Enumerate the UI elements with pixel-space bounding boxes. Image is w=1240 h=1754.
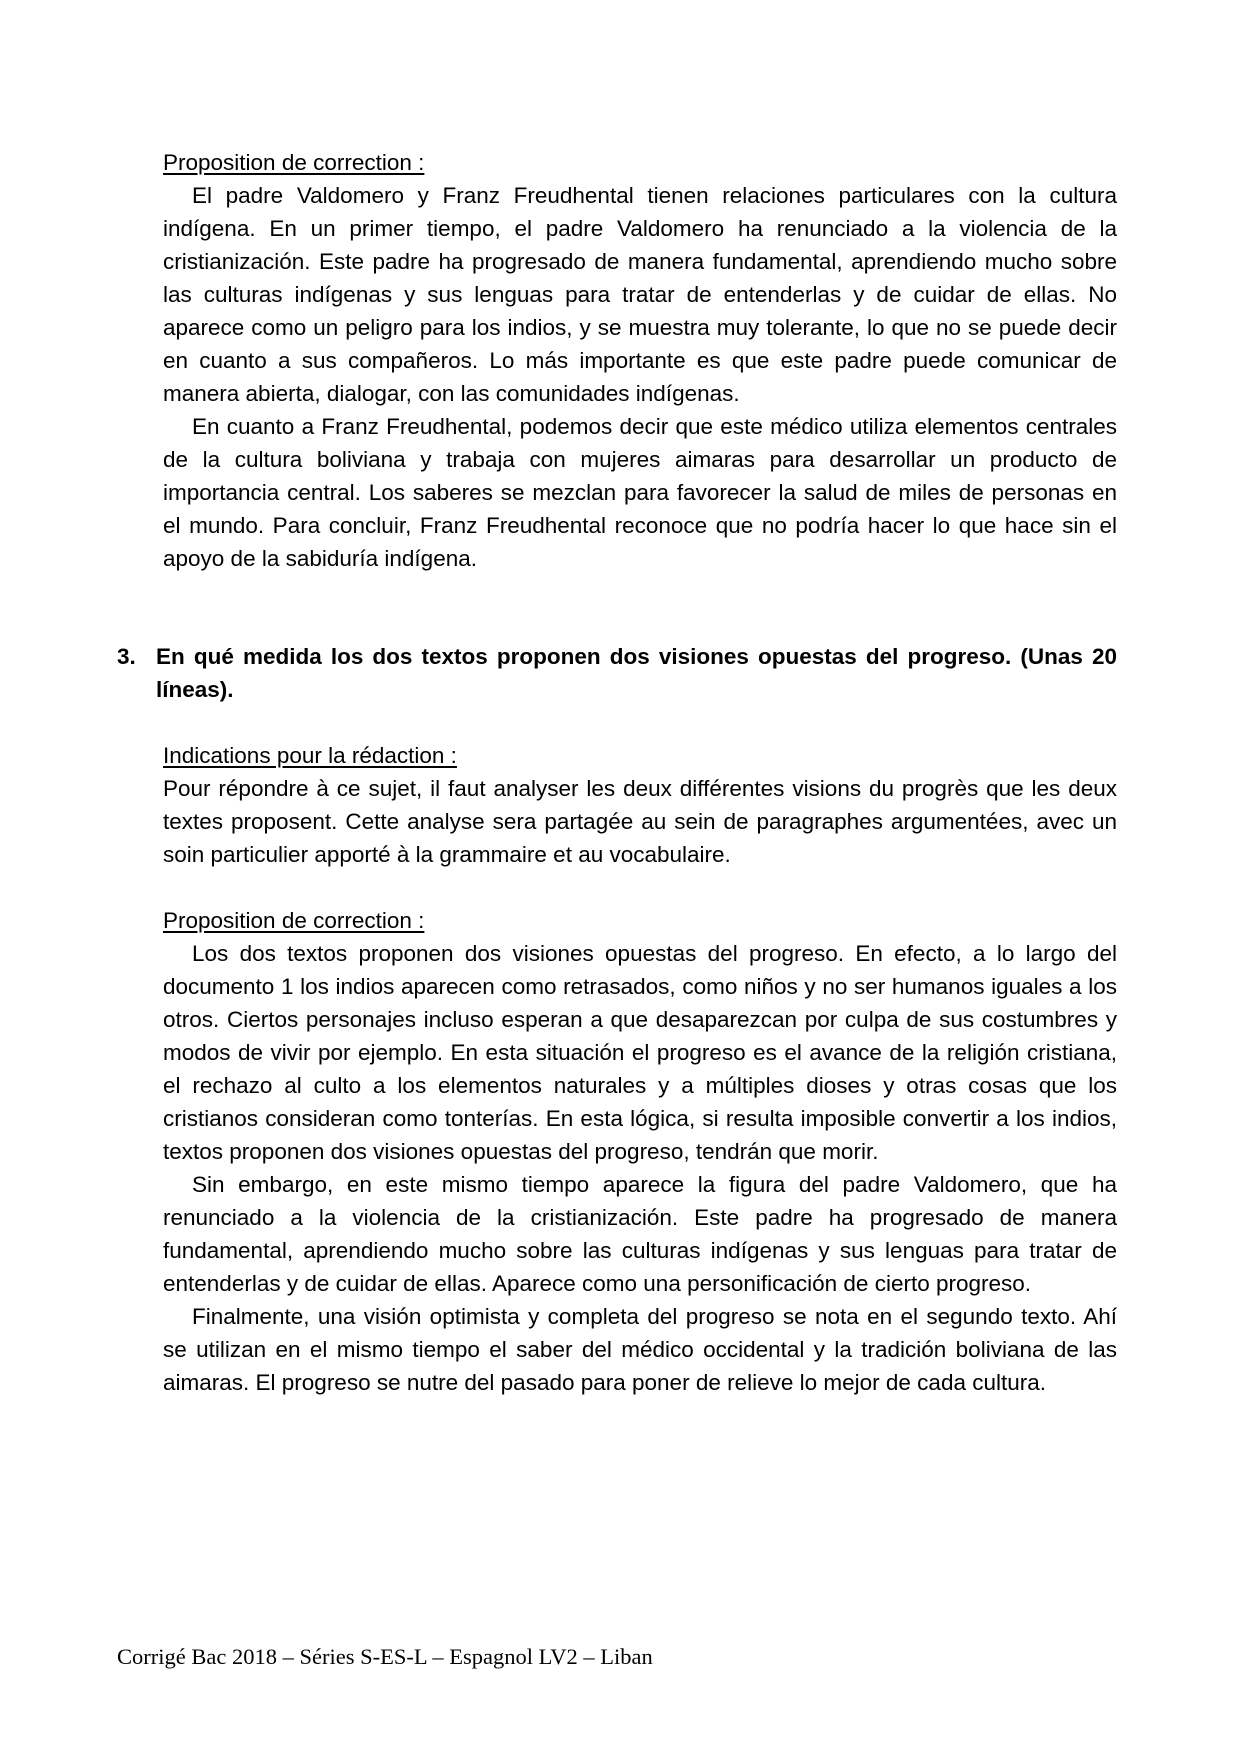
correction-2-paragraph-3: Finalmente, una visión optimista y completa del progreso se nota en el segundo texto. Ahí se utilizan en el mismo tiempo el saber del médico occidental y la tradición boliviana de las aimaras. El progreso se nutre del pasado para poner de relieve lo mejor de cada cultura. — [163, 1304, 1117, 1395]
question-3 — [117, 640, 1117, 706]
indications-text: Pour répondre à ce sujet, il faut analyser les deux différentes visions du progrès que les deux textes proposent. Cette analyse sera partagée au sein de paragraphes argumentées, avec un soin particulier apporté à la grammaire et au vocabulaire. — [163, 776, 1117, 867]
question-text: En qué medida los dos textos proponen dos visiones opuestas del progreso. (Unas 20 líneas). — [156, 644, 1117, 702]
correction-heading-1: Proposition de correction : — [163, 150, 425, 175]
correction-section-2 — [163, 904, 1117, 1399]
correction-2-paragraph-1: Los dos textos proponen dos visiones opuestas del progreso. En efecto, a lo largo del documento 1 los indios aparecen como retrasados, como niños y no ser humanos iguales a los otros. Ciertos personajes incluso esperan a que desaparezcan por culpa de sus costumbres y modos de vivir por ejemplo. En esta situación el progreso es el avance de la religión cristiana, el rechazo al culto a los elementos naturales y a múltiples dioses y otras cosas que los cristianos consideran como tonterías. En esta lógica, si resulta imposible convertir a los indios, textos proponen dos visiones opuestas del progreso, tendrán que morir. — [163, 941, 1117, 1164]
correction-section-1 — [163, 146, 1117, 575]
indications-section — [163, 739, 1117, 871]
question-number: 3. — [117, 644, 136, 669]
indications-heading: Indications pour la rédaction : — [163, 743, 457, 768]
page-footer: Corrigé Bac 2018 – Séries S-ES-L – Espagnol LV2 – Liban — [117, 1644, 653, 1669]
correction-2-paragraph-2: Sin embargo, en este mismo tiempo aparece la figura del padre Valdomero, que ha renunciado a la violencia de la cristianización. Este padre ha progresado de manera fundamental, aprendiendo mucho sobre las culturas indígenas y sus lenguas para tratar de entenderlas y de cuidar de ellas. Aparece como una personificación de cierto progreso. — [163, 1172, 1117, 1296]
correction-1-paragraph-2: En cuanto a Franz Freudhental, podemos decir que este médico utiliza elementos centrales de la cultura boliviana y trabaja con mujeres aimaras para desarrollar un producto de importancia central. Los saberes se mezclan para favorecer la salud de miles de personas en el mundo. Para concluir, Franz Freudhental reconoce que no podría hacer lo que hace sin el apoyo de la sabiduría indígena. — [163, 414, 1117, 571]
correction-1-paragraph-1: El padre Valdomero y Franz Freudhental tienen relaciones particulares con la cultura indígena. En un primer tiempo, el padre Valdomero ha renunciado a la violencia de la cristianización. Este padre ha progresado de manera fundamental, aprendiendo mucho sobre las culturas indígenas y sus lenguas para tratar de entenderlas y de cuidar de ellas. No aparece como un peligro para los indios, y se muestra muy tolerante, lo que no se puede decir en cuanto a sus compañeros. Lo más importante es que este padre puede comunicar de manera abierta, dialogar, con las comunidades indígenas. — [163, 183, 1117, 406]
correction-heading-2: Proposition de correction : — [163, 908, 425, 933]
